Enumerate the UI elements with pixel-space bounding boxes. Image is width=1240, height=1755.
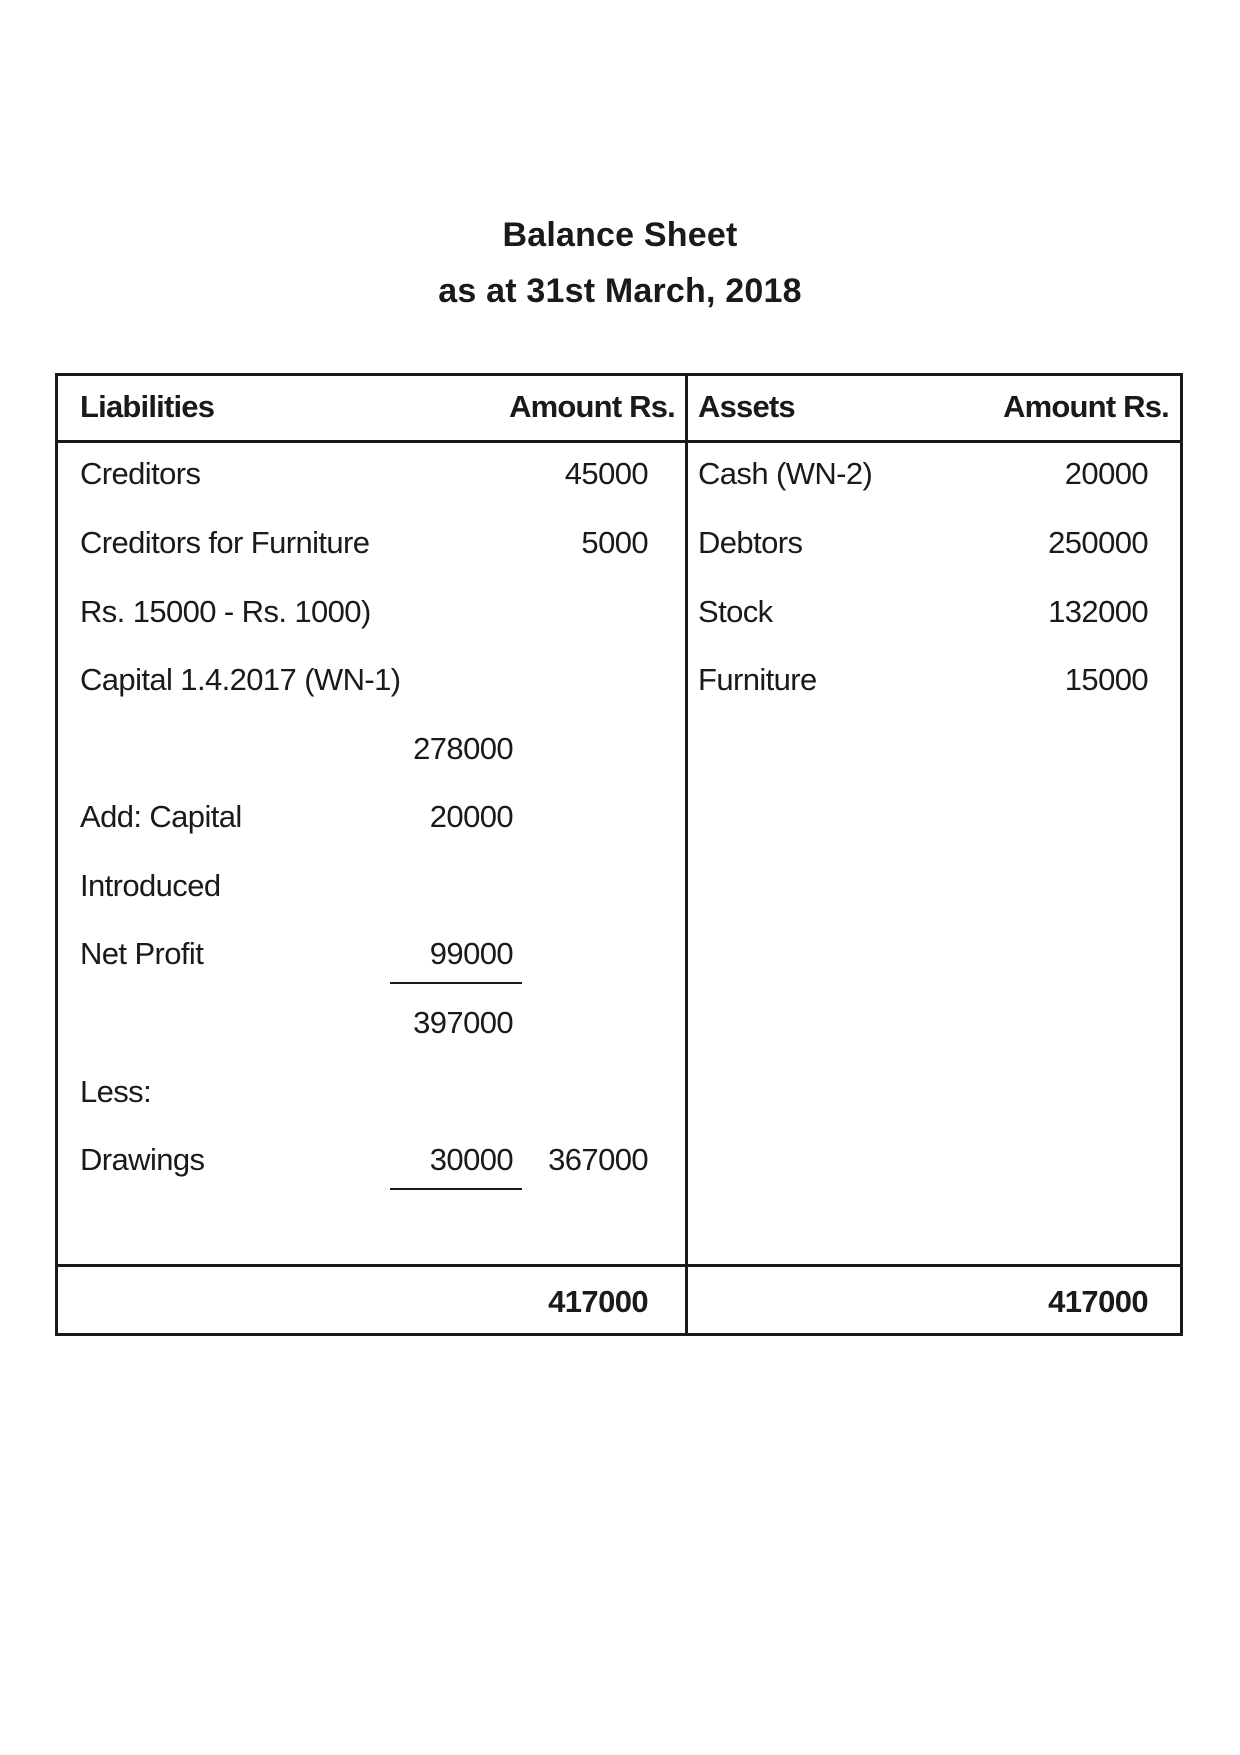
asset-furniture-amount: 15000 <box>1064 662 1148 697</box>
header-amount-assets: Amount Rs. <box>1003 389 1169 424</box>
header-rule <box>58 440 1180 443</box>
total-rule <box>58 1264 1180 1267</box>
header-amount-liabilities: Amount Rs. <box>509 389 675 424</box>
net-profit-underline <box>390 982 522 984</box>
asset-cash-label: Cash (WN-2) <box>698 456 873 491</box>
liability-creditors-furniture-note: Rs. 15000 - Rs. 1000) <box>80 594 371 629</box>
liability-creditors-furniture-label: Creditors for Furniture <box>80 525 370 560</box>
drawings-underline <box>390 1188 522 1190</box>
header-assets: Assets <box>698 389 795 424</box>
asset-cash-amount: 20000 <box>1064 456 1148 491</box>
liability-add-capital-label: Add: Capital <box>80 799 242 834</box>
total-liabilities: 417000 <box>548 1284 648 1319</box>
asset-debtors-amount: 250000 <box>1048 525 1148 560</box>
document-title: Balance Sheet <box>502 216 738 254</box>
header-liabilities: Liabilities <box>80 389 215 424</box>
liability-creditors-furniture-amount: 5000 <box>581 525 648 560</box>
asset-furniture-label: Furniture <box>698 662 817 697</box>
liability-net-profit-amount: 99000 <box>429 936 513 971</box>
document-subtitle: as at 31st March, 2018 <box>438 272 802 310</box>
liability-capital-opening: 278000 <box>413 731 513 766</box>
liability-drawings-amount: 30000 <box>429 1142 513 1177</box>
liability-add-capital-amount: 20000 <box>429 799 513 834</box>
liability-net-profit-label: Net Profit <box>80 936 204 971</box>
asset-debtors-label: Debtors <box>698 525 803 560</box>
liability-creditors-label: Creditors <box>80 456 201 491</box>
liability-less-label: Less: <box>80 1074 152 1109</box>
balance-sheet-table <box>55 373 1183 1336</box>
asset-stock-amount: 132000 <box>1048 594 1148 629</box>
liability-subtotal: 397000 <box>413 1005 513 1040</box>
column-divider <box>685 376 688 1333</box>
total-assets: 417000 <box>1048 1284 1148 1319</box>
liability-capital-label: Capital 1.4.2017 (WN-1) <box>80 662 401 697</box>
liability-introduced-label: Introduced <box>80 868 221 903</box>
asset-stock-label: Stock <box>698 594 773 629</box>
liability-capital-net: 367000 <box>548 1142 648 1177</box>
liability-creditors-amount: 45000 <box>564 456 648 491</box>
liability-drawings-label: Drawings <box>80 1142 205 1177</box>
